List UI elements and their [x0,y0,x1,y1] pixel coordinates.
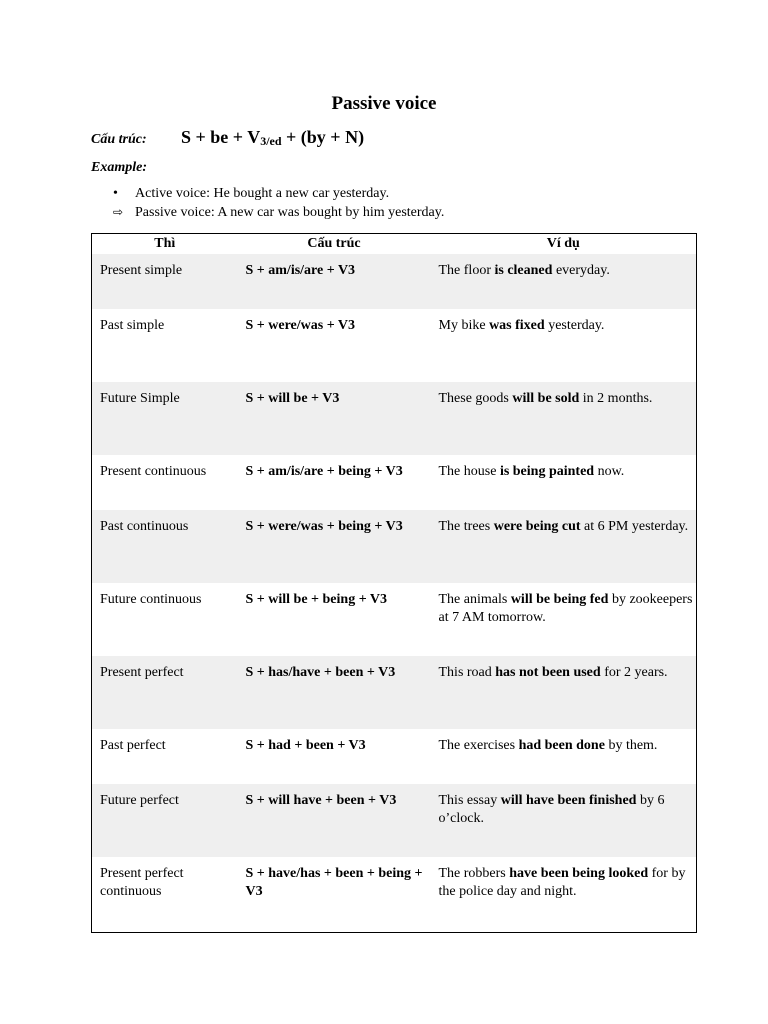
active-voice-text: Active voice: He bought a new car yesterday. [135,186,390,201]
example-cell: These goods will be sold in 2 months. [431,382,697,455]
tense-cell: Future continuous [100,592,202,607]
table-row [92,784,697,857]
passive-voice-example [113,205,444,221]
table-row [92,656,697,729]
tense-cell: Past continuous [92,510,238,583]
formula-label: Cấu trúc: [91,132,147,147]
example-cell: The exercises had been done by them. [438,738,658,753]
example-label: Example: [91,160,147,175]
example-cell: My bike was fixed yesterday. [438,318,605,333]
example-cell: This road has not been used for 2 years. [431,656,697,729]
formula-main: S + be + V [181,127,261,147]
table-row [92,382,697,455]
tense-cell: Past simple [100,318,165,333]
structure-cell: S + will have + been + V3 [238,784,431,857]
page-title: Passive voice [331,93,437,114]
active-voice-example [113,186,389,202]
structure-cell: S + will be + V3 [238,382,431,455]
arrow-right-icon: ⇨ [113,205,124,219]
formula-subscript: 3/ed [260,134,282,148]
structure-cell: S + had + been + V3 [245,738,366,753]
tense-cell: Future perfect [92,784,238,857]
structure-cell: S + have/has + been + being + V3 [245,866,423,899]
tense-cell: Present perfect continuous [100,866,184,899]
tense-cell: Present perfect [92,656,238,729]
header-tense: Thì [154,236,176,251]
table-row [92,857,697,932]
passive-voice-text: Passive voice: A new car was bought by him yesterday. [135,205,445,220]
structure-cell: S + were/was + being + V3 [238,510,431,583]
tense-cell: Future Simple [92,382,238,455]
structure-cell: S + were/was + V3 [245,318,356,333]
table-row [92,583,697,656]
tense-cell: Past perfect [100,738,166,753]
passive-voice-table [91,233,697,933]
table-row [92,510,697,583]
formula-tail: + (by + N) [281,127,365,147]
example-cell: The robbers have been being looked for by the police day and night. [438,866,686,899]
table-row [92,309,697,382]
passive-formula [181,127,364,149]
header-structure: Cấu trúc [307,236,361,251]
example-cell: The floor is cleaned everyday. [431,254,697,309]
structure-cell: S + am/is/are + being + V3 [245,464,403,479]
tense-cell: Present continuous [100,464,207,479]
example-cell: The animals will be being fed by zookeepers at 7 AM tomorrow. [438,592,693,625]
structure-cell: S + has/have + been + V3 [238,656,431,729]
bullet-icon: • [113,186,118,201]
tense-cell: Present simple [92,254,238,309]
structure-cell: S + am/is/are + V3 [238,254,431,309]
table-row [92,729,697,784]
table-row [92,254,697,309]
example-cell: The trees were being cut at 6 PM yesterday. [431,510,697,583]
structure-cell: S + will be + being + V3 [245,592,388,607]
example-cell: This essay will have been finished by 6 o’clock. [431,784,697,857]
table-header-row [92,234,697,255]
header-example: Ví dụ [546,236,580,251]
table-row [92,455,697,510]
example-cell: The house is being painted now. [438,464,625,479]
